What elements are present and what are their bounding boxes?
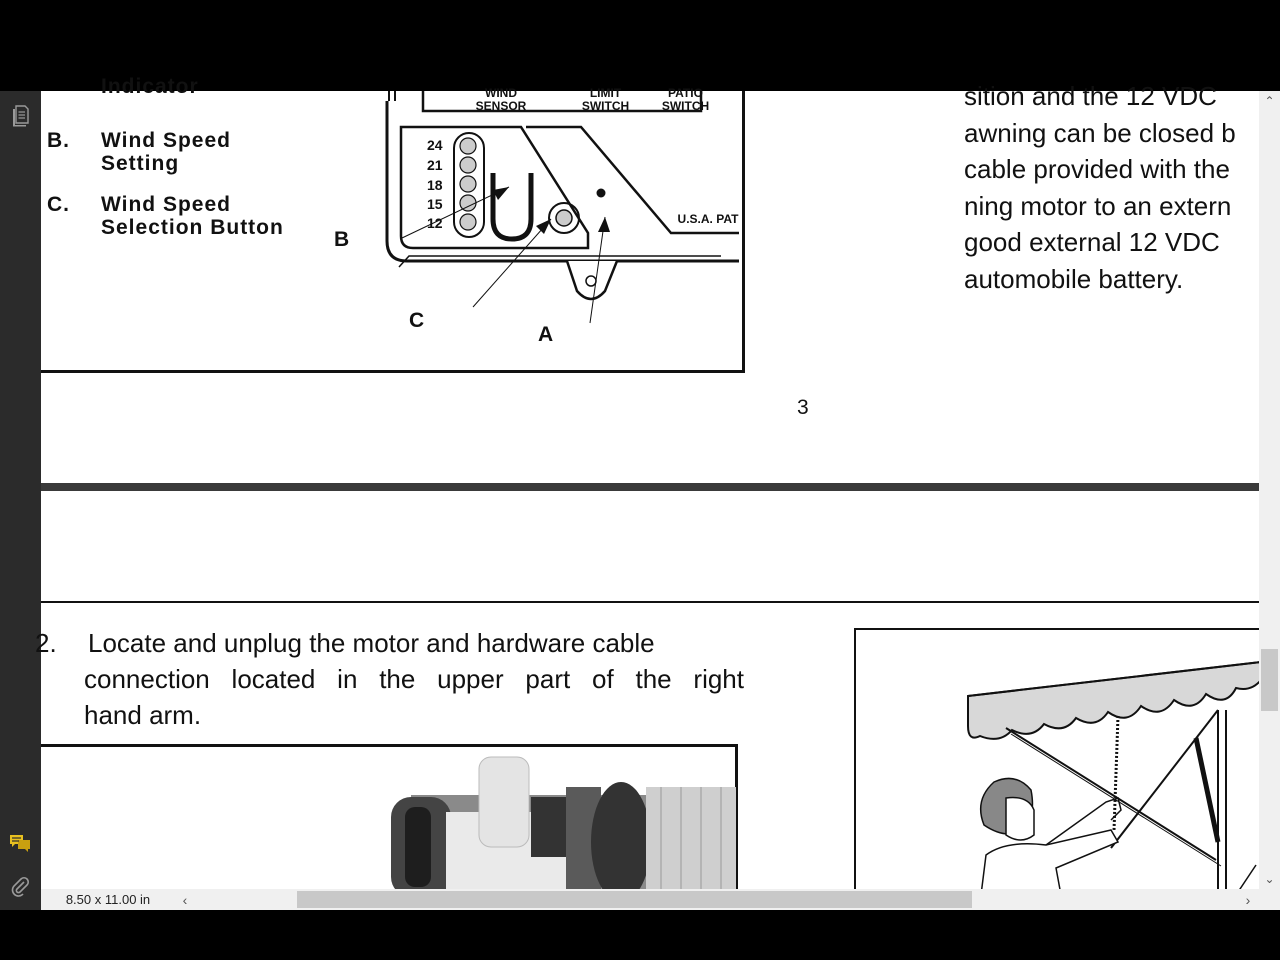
limit-switch-label: LIMIT SWITCH xyxy=(581,86,630,113)
motor-connector-photo xyxy=(391,757,735,897)
header-rule xyxy=(41,601,1259,603)
right-text-line: automobile battery. xyxy=(964,263,1184,294)
page-3 xyxy=(41,75,1259,483)
attachments-icon[interactable] xyxy=(9,875,31,897)
status-bar xyxy=(41,889,1280,910)
step-2-line-2: connection located in the upper part of the right xyxy=(84,664,744,694)
step-2-line-1: Locate and unplug the motor and hardware cable xyxy=(88,628,655,658)
scroll-up-arrow-icon[interactable]: ⌃ xyxy=(1264,94,1275,108)
navigation-sidebar xyxy=(0,91,41,910)
callout-c: C xyxy=(409,309,425,332)
step-2-line-3: hand arm. xyxy=(84,700,202,730)
legend-b-letter: B. xyxy=(47,129,70,152)
awning-illustration xyxy=(856,630,1261,895)
scale-label-12: 12 xyxy=(427,215,443,231)
usa-pat-label: U.S.A. PAT xyxy=(677,212,739,226)
legend-c-line2: Selection Button xyxy=(101,216,284,239)
window-bottom-bar xyxy=(0,910,1280,960)
legend-b-line1: Wind Speed xyxy=(101,129,231,152)
right-text-line: good external 12 VDC xyxy=(964,227,1220,257)
scale-label-21: 21 xyxy=(427,157,443,173)
page-number: 3 xyxy=(797,396,809,419)
scale-label-24: 24 xyxy=(427,137,443,153)
scale-label-18: 18 xyxy=(427,177,443,193)
pages-icon[interactable] xyxy=(9,105,31,127)
document-viewport[interactable] xyxy=(35,75,1259,889)
right-text-block xyxy=(964,78,1236,297)
legend-c-letter: C. xyxy=(47,193,70,216)
page-size-label: 8.50 x 11.00 in xyxy=(65,892,151,907)
step-2-number: 2. xyxy=(35,628,57,658)
motor-photo-frame xyxy=(41,744,738,897)
legend-a-partial: Indicator xyxy=(101,75,199,98)
page-4 xyxy=(35,491,1259,889)
legend-c-line1: Wind Speed xyxy=(101,193,231,216)
vertical-scrollbar-thumb[interactable] xyxy=(1261,649,1278,711)
right-text-line: ning motor to an extern xyxy=(964,190,1232,221)
page-separator xyxy=(41,483,1259,491)
horizontal-scrollbar-thumb[interactable] xyxy=(297,891,972,908)
right-text-line: sition and the 12 VDC xyxy=(964,81,1217,111)
patio-switch-label: PATIO SWITCH xyxy=(661,86,710,113)
right-text-line: awning can be closed b xyxy=(964,117,1236,148)
awning-illustration-frame xyxy=(854,628,1261,895)
scroll-right-arrow-icon[interactable]: › xyxy=(1245,891,1251,908)
callout-a: A xyxy=(538,323,554,346)
comments-icon[interactable] xyxy=(9,832,31,854)
wind-sensor-label: WIND SENSOR xyxy=(475,86,527,113)
scroll-left-arrow-icon[interactable]: ‹ xyxy=(182,891,188,908)
callout-b: B xyxy=(334,228,350,251)
scale-label-15: 15 xyxy=(427,196,443,212)
right-text-line: cable provided with the xyxy=(964,154,1230,184)
scroll-down-arrow-icon[interactable]: ⌄ xyxy=(1264,872,1275,886)
legend-b-line2: Setting xyxy=(101,152,180,175)
vertical-scrollbar[interactable] xyxy=(1259,91,1280,889)
horizontal-scrollbar[interactable] xyxy=(175,889,1280,910)
